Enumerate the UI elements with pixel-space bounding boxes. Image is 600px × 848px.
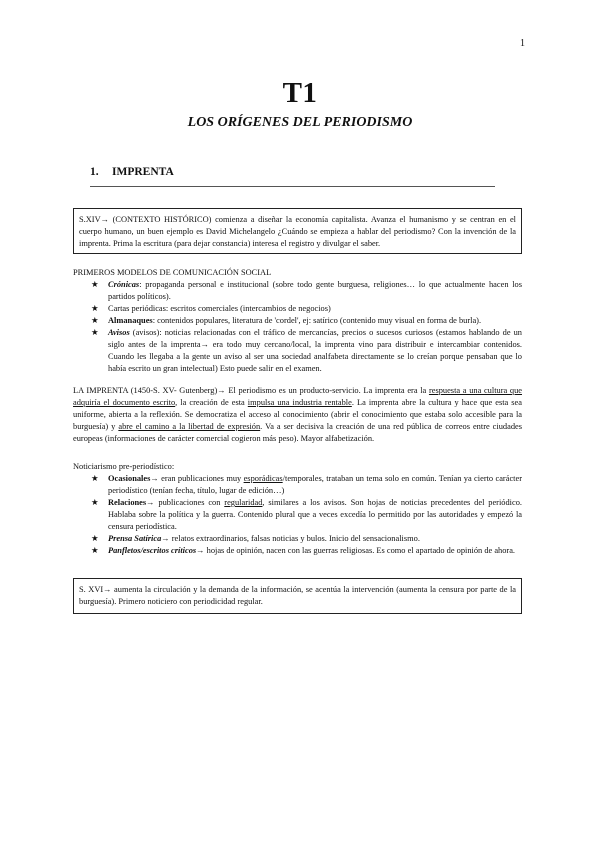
page-subtitle: LOS ORÍGENES DEL PERIODISMO	[187, 115, 413, 130]
summary-box	[73, 578, 522, 614]
noticiarismo-heading: Noticiarismo pre-periodístico:	[73, 462, 175, 471]
noticiarismo-block	[73, 461, 522, 557]
page-title: T1	[282, 77, 318, 109]
context-box	[73, 208, 522, 254]
star-bullet-icon: ★	[91, 498, 99, 507]
section-title: IMPRENTA	[112, 166, 174, 178]
item-term: Ocasionales	[108, 474, 151, 483]
list-item	[73, 327, 522, 375]
item-term: Avisos	[108, 328, 130, 337]
star-bullet-icon: ★	[91, 316, 99, 325]
list-item	[73, 533, 522, 545]
section-heading	[90, 166, 174, 178]
star-bullet-icon: ★	[91, 474, 99, 483]
item-text: → hojas de opinión, nacen con las guerras religiosas. Es como el apartado de opinión de ahora.	[196, 546, 516, 555]
text-run: . Va a ser decisiva la creación de una red pública de correos entre ciudades europeas (informaciones de carácter comercial cogieron más peso). Mayor alfabetización.	[73, 422, 522, 443]
star-bullet-icon: ★	[91, 280, 99, 289]
underlined-text: abre el camino a la libertad de expresión	[118, 422, 261, 431]
text-run: LA IMPRENTA (1450-S. XV- Gutenberg)→ El periodismo es un producto-servicio. La imprenta era la	[73, 386, 429, 395]
noticiarismo-list	[73, 473, 522, 557]
text-run: , la creación de esta	[175, 398, 248, 407]
item-term: Almanaques	[108, 316, 153, 325]
first-models-block	[73, 267, 522, 375]
star-bullet-icon: ★	[91, 328, 99, 337]
page-number: 1	[520, 38, 525, 49]
item-term: Panfletos/escritos críticos	[108, 546, 197, 555]
item-text: /temporales, trataban un tema solo en común. Tenían ya cierto carácter periodístico (tenían fecha, título, lugar de edición…)	[108, 474, 522, 495]
list-item	[73, 497, 522, 533]
star-bullet-icon: ★	[91, 546, 99, 555]
imprenta-paragraph	[73, 385, 522, 445]
context-box-text: S.XIV→ (CONTEXTO HISTÓRICO) comienza a diseñar la economía capitalista. Avanza el humanismo y se centran en el cuerpo humano, un buen ejemplo es David Michelangelo ¿Cuándo se empieza a hablar del periodismo? Con la invención de la imprenta. Prima la escritura (para dejar constancia) interesa el registro y divulgar el saber.	[79, 215, 516, 248]
text-run: . La imprenta abre la cultura y hace que esta sea uniforme, abierta a la reflexión. Se democratiza el acceso al conocimiento (abrir el conocimiento que estaba solo accesible para la burguesía) y	[73, 398, 522, 431]
item-term: Crónicas	[108, 280, 140, 289]
summary-box-text: S. XVI→ aumenta la circulación y la demanda de la información, se acentúa la intervención (aumenta la censura por parte de la burguesía). Primero noticiero con periodicidad regular.	[79, 585, 516, 606]
item-text: → publicaciones con	[146, 498, 225, 507]
list-item	[73, 473, 522, 497]
underlined-text: respuesta a una cultura que adquiría el documento escrito	[73, 386, 522, 407]
item-text: (avisos): noticias relacionadas con el tráfico de mercancías, precios o sucesos curiosos (estamos hablando de un siglo antes de la imprenta→ era todo muy cercano/local, la imprenta vino para distribuir e intercambiar contenidos. Cuando les llegaba a la gente un aviso al ser una sociedad analfabeta directamente se lo creían porque pensaban que lo había escrito un gran intelectual) Esto puede salir en el examen.	[108, 328, 522, 373]
item-term: Prensa Satírica	[108, 534, 162, 543]
item-text: → eran publicaciones muy	[150, 474, 244, 483]
star-bullet-icon: ★	[91, 534, 99, 543]
list-item	[73, 315, 522, 327]
star-bullet-icon: ★	[91, 304, 99, 313]
list-item	[73, 279, 522, 303]
list-item	[73, 545, 522, 557]
underlined-text: impulsa una industria rentable	[247, 398, 352, 407]
section-divider	[90, 186, 495, 187]
first-models-heading: PRIMEROS MODELOS DE COMUNICACIÓN SOCIAL	[73, 268, 272, 277]
first-models-list	[73, 279, 522, 375]
imprenta-text	[73, 385, 522, 445]
section-number: 1.	[90, 166, 99, 178]
item-text: → relatos extraordinarios, falsas noticias y bulos. Inicio del sensacionalismo.	[161, 534, 420, 543]
item-term: Relaciones	[108, 498, 147, 507]
underlined-text: esporádicas	[243, 474, 283, 483]
item-text: : contenidos populares, literatura de 'cordel', ej: satírico (contenido muy visual en forma de burla).	[152, 316, 482, 325]
underlined-text: regularidad	[224, 498, 263, 507]
item-text: , similares a los avisos. Son hojas de noticias precedentes del periódico. Hablaba sobre la política y la guerra. Contenido plural que a veces excedía lo permitido por las autoridades y empezó la censura periodística.	[108, 498, 522, 531]
item-text: : propaganda personal e institucional (sobre todo gente burguesa, religiones… lo que actualmente hacen los partidos políticos).	[108, 280, 522, 301]
list-item	[73, 303, 522, 315]
item-text: Cartas periódicas: escritos comerciales (intercambios de negocios)	[108, 304, 331, 313]
